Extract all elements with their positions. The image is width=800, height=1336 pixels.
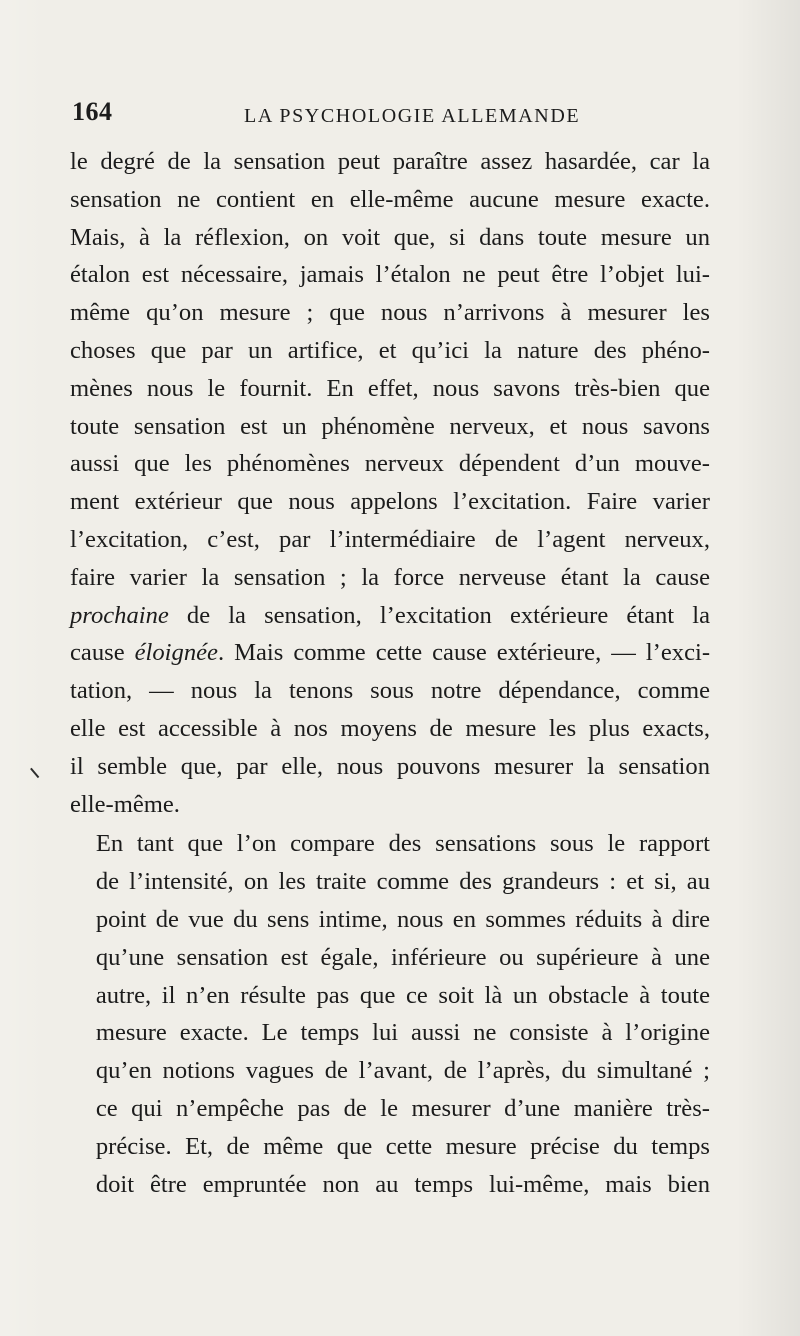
text-line-12: faire varier la sensation ; la force nerveuse étant la cause (70, 563, 710, 591)
text-line-17: il semble que, par elle, nous pouvons mesurer la sensation (70, 752, 710, 780)
text-line-2: sensation ne contient en elle-même aucune mesure exacte. (70, 185, 710, 213)
text-line-26: ce qui n’empêche pas de le mesurer d’une manière très- (95, 1094, 710, 1122)
page-number: 164 (72, 97, 113, 126)
text-line-16: elle est accessible à nos moyens de mesure les plus exacts, (70, 714, 710, 742)
text-line-14-rest: . Mais comme cette cause extérieure, — l’exci- (217, 639, 711, 667)
text-line-15: tation, — nous la tenons sous notre dépendance, comme (70, 677, 710, 705)
text-line-9: aussi que les phénomènes nerveux dépendent d’un mouve- (70, 450, 710, 478)
text-line-14 (70, 634, 710, 672)
text-line-19: En tant que l’on compare des sensations sous le rapport (95, 830, 710, 858)
text-line-24: mesure exacte. Le temps lui aussi ne consiste à l’origine (95, 1019, 710, 1047)
page-header (72, 97, 712, 131)
text-line-18: elle-même. (70, 790, 180, 818)
italic-term-prochaine: prochaine (70, 601, 169, 629)
text-line-4: étalon est nécessaire, jamais l’étalon ne peut être l’objet lui- (70, 261, 710, 289)
text-line-3: Mais, à la réflexion, on voit que, si dans toute mesure un (70, 223, 710, 251)
text-line-11: l’excitation, c’est, par l’intermédiaire de l’agent nerveux, (70, 525, 710, 553)
text-line-5: même qu’on mesure ; que nous n’arrivons à mesurer les (70, 299, 710, 327)
text-line-20: de l’intensité, on les traite comme des grandeurs : et si, au (95, 868, 710, 896)
text-line-13 (70, 597, 710, 635)
text-line-13-rest: de la sensation, l’excitation extérieure étant la (168, 601, 710, 629)
text-line-28: doit être empruntée non au temps lui-même, mais bien (95, 1170, 710, 1198)
margin-ink-mark (30, 764, 44, 778)
text-line-8: toute sensation est un phénomène nerveux, et nous savons (70, 412, 710, 440)
italic-term-eloignee: éloignée (134, 639, 218, 667)
page-body-text (70, 143, 710, 1203)
text-line-6: choses que par un artifice, et qu’ici la nature des phéno- (70, 336, 710, 364)
paragraph-1 (70, 143, 710, 823)
text-line-1: le degré de la sensation peut paraître assez hasardée, car la (70, 148, 710, 175)
text-line-25: qu’en notions vagues de l’avant, de l’après, du simultané ; (95, 1057, 710, 1085)
text-line-7: mènes nous le fournit. En effet, nous savons très-bien que (70, 374, 710, 402)
running-head: LA PSYCHOLOGIE ALLEMANDE (244, 105, 581, 127)
text-line-22: qu’une sensation est égale, inférieure ou supérieure à une (95, 943, 710, 971)
text-line-27: précise. Et, de même que cette mesure précise du temps (95, 1132, 710, 1160)
text-line-21: point de vue du sens intime, nous en sommes réduits à dire (95, 905, 710, 933)
text-line-10: ment extérieur que nous appelons l’excitation. Faire varier (70, 488, 710, 516)
text-line-14-start: cause (70, 639, 135, 667)
text-line-23: autre, il n’en résulte pas que ce soit là un obstacle à toute (95, 981, 710, 1009)
paragraph-2 (70, 825, 710, 1203)
